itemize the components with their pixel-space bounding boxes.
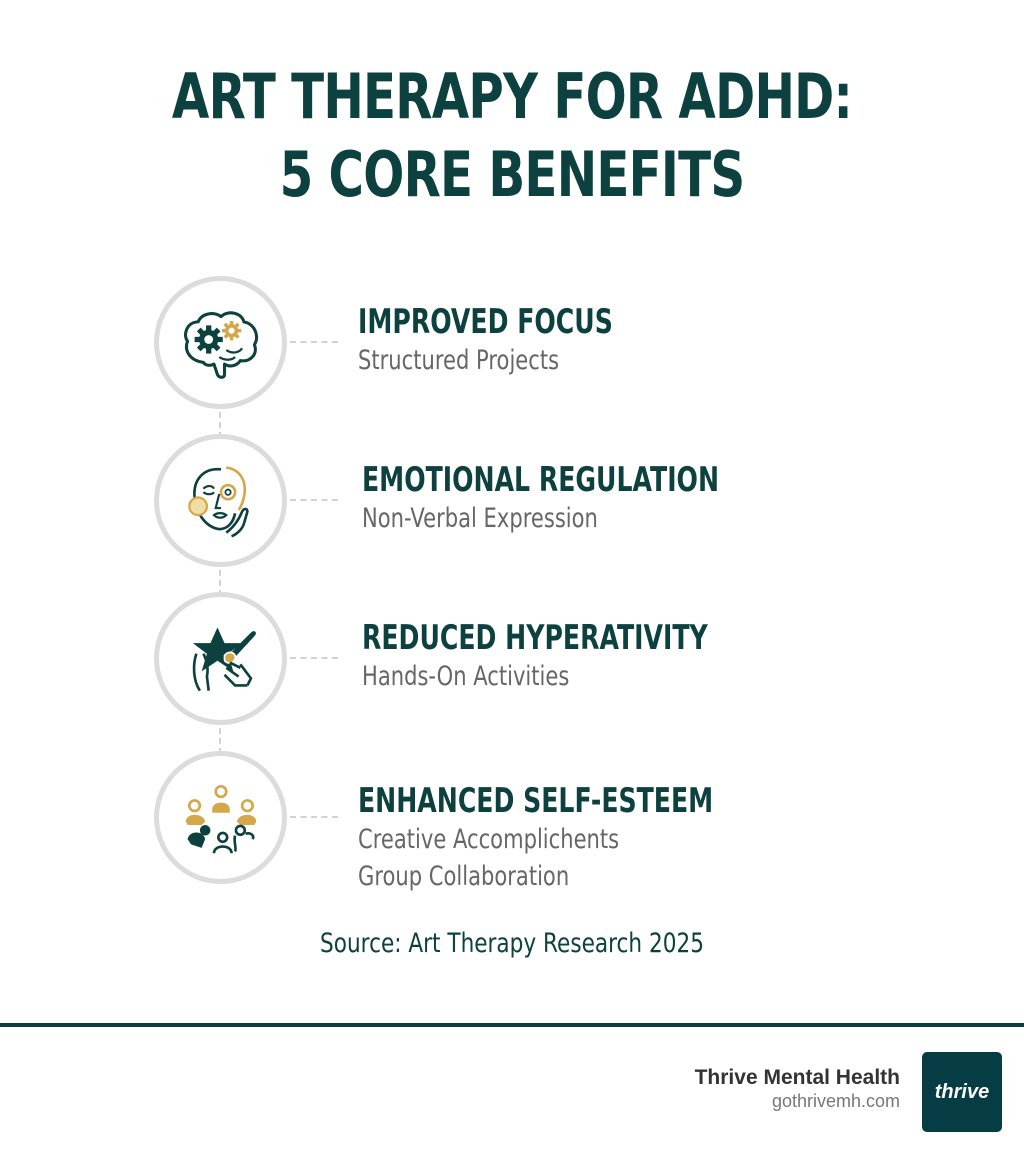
benefit-title: REDUCED HYPERATIVITY [362,618,708,658]
benefit-text [358,781,838,895]
icon-circle [154,751,287,884]
dashed-connector [290,499,338,501]
page-title [113,58,912,214]
title-line-2: 5 CORE BENEFITS [279,138,745,211]
dashed-connector [290,657,338,659]
brand-url[interactable]: gothrivemh.com [771,1091,900,1111]
benefit-improved-focus [0,276,1024,416]
icon-circle [154,276,287,409]
benefit-reduced-hyperativity [0,592,1024,732]
face-hand-icon [177,457,265,545]
source-citation: Source: Art Therapy Research 2025 [320,928,704,959]
benefit-title: IMPROVED FOCUS [358,302,613,342]
benefit-text [358,302,702,379]
group-people-icon [177,774,265,862]
benefit-subtitle-2: Group Collaboration [358,861,570,892]
benefit-title: ENHANCED SELF-ESTEEM [358,781,714,821]
icon-circle [154,592,287,725]
dashed-connector [290,816,338,818]
benefit-text [362,618,829,695]
benefit-title: EMOTIONAL REGULATION [362,460,720,500]
footer-divider [0,1023,1024,1027]
benefit-subtitle: Structured Projects [358,345,560,376]
benefit-subtitle: Hands-On Activities [362,661,570,692]
logo-text: thrive [934,1080,990,1103]
brain-gears-icon [177,299,265,387]
title-line-1: ART THERAPY FOR ADHD: [171,60,853,133]
benefit-subtitle: Creative Accomplichents [358,824,620,855]
star-hands-brush-icon [177,615,265,703]
icon-circle [154,434,287,567]
benefit-emotional-regulation [0,434,1024,574]
benefit-text [362,460,844,537]
brand-name: Thrive Mental Health [694,1066,900,1089]
thrive-logo [922,1052,1002,1132]
benefit-subtitle: Non-Verbal Expression [362,503,598,534]
benefit-enhanced-self-esteem [0,751,1024,911]
dashed-connector [290,341,338,343]
